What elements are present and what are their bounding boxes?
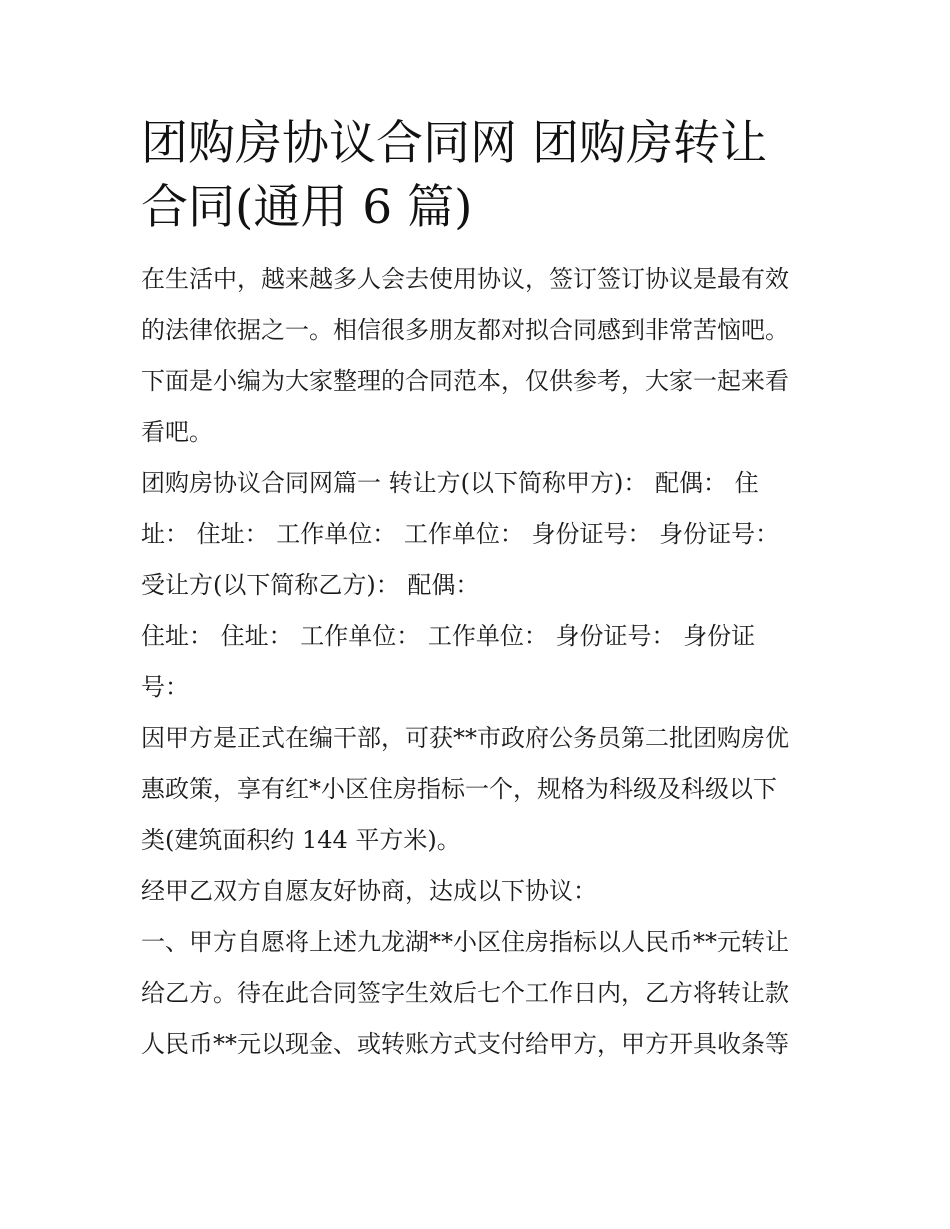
text-line: 经甲乙双方自愿友好协商，达成以下协议： <box>141 877 597 905</box>
text-line: 住址： 住址： 工作单位： 工作单位： 身份证号： 身份证 <box>141 622 756 650</box>
text-line: 因甲方是正式在编干部，可获**市政府公务员第二批团购房优 <box>141 724 789 752</box>
text-line: 址： 住址： 工作单位： 工作单位： 身份证号： 身份证号： <box>141 520 780 548</box>
text-line: 类(建筑面积约 144 平方米)。 <box>141 826 461 854</box>
title-line: 团购房协议合同网 团购房转让 <box>141 116 767 171</box>
text-line: 的法律依据之一。相信很多朋友都对拟合同感到非常苦恼吧。 <box>141 316 789 344</box>
text-line: 号： <box>141 673 189 701</box>
text-line: 看吧。 <box>141 418 213 446</box>
text-line: 人民币**元以现金、或转账方式支付给甲方，甲方开具收条等 <box>141 1030 789 1058</box>
document-body <box>141 254 813 1070</box>
agreement-intro-paragraph <box>141 866 813 917</box>
clause-one-paragraph <box>141 917 813 1070</box>
text-line: 在生活中，越来越多人会去使用协议，签订签订协议是最有效 <box>141 265 789 293</box>
text-line: 团购房协议合同网篇一 转让方(以下简称甲方)： 配偶： 住 <box>141 469 759 497</box>
transferee-address-paragraph <box>141 611 813 713</box>
text-line: 受让方(以下简称乙方)： 配偶： <box>141 571 480 599</box>
background-paragraph <box>141 713 813 866</box>
text-line: 给乙方。待在此合同签字生效后七个工作日内，乙方将转让款 <box>141 979 789 1007</box>
intro-paragraph <box>141 254 813 458</box>
document-title <box>141 112 813 240</box>
text-line: 下面是小编为大家整理的合同范本，仅供参考，大家一起来看 <box>141 367 789 395</box>
document-page <box>141 112 813 1070</box>
transferor-paragraph <box>141 458 813 611</box>
text-line: 一、甲方自愿将上述九龙湖**小区住房指标以人民币**元转让 <box>141 928 789 956</box>
title-line: 合同(通用 6 篇) <box>141 180 473 235</box>
text-line: 惠政策，享有红*小区住房指标一个，规格为科级及科级以下 <box>141 775 777 803</box>
